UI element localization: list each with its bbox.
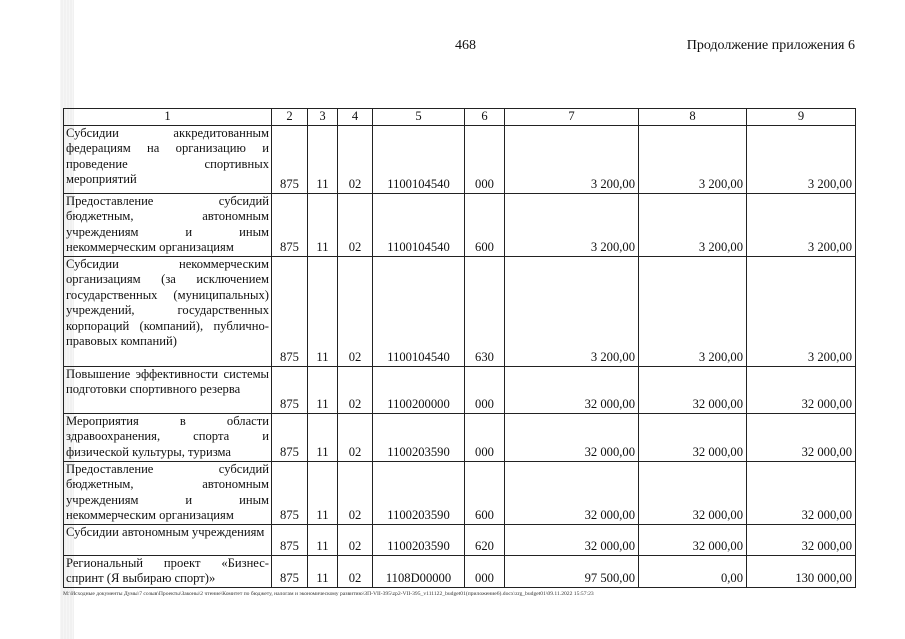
page-number: 468 (455, 38, 476, 53)
section-cell: 11 (308, 413, 338, 461)
amount-cell: 32 000,00 (747, 366, 856, 413)
amount-cell: 3 200,00 (747, 256, 856, 366)
row-name-cell: Предоставление субсидий бюджетным, автономным учреждениям и иным некоммерческим организациям (64, 461, 272, 524)
column-header: 7 (505, 109, 639, 126)
section-cell: 11 (308, 366, 338, 413)
subsection-cell: 02 (338, 256, 373, 366)
column-header: 9 (747, 109, 856, 126)
subsection-cell: 02 (338, 555, 373, 587)
amount-cell: 3 200,00 (639, 193, 747, 256)
amount-cell: 3 200,00 (639, 256, 747, 366)
expense-type-cell: 600 (465, 461, 505, 524)
column-header: 1 (64, 109, 272, 126)
column-header: 3 (308, 109, 338, 126)
amount-cell: 32 000,00 (747, 461, 856, 524)
amount-cell: 3 200,00 (747, 193, 856, 256)
table-header-row (64, 109, 856, 126)
target-article-cell: 1100104540 (373, 193, 465, 256)
section-cell: 11 (308, 461, 338, 524)
amount-cell: 32 000,00 (747, 524, 856, 555)
target-article-cell: 1100203590 (373, 413, 465, 461)
amount-cell: 3 200,00 (505, 256, 639, 366)
target-article-cell: 1100203590 (373, 461, 465, 524)
subsection-cell: 02 (338, 366, 373, 413)
amount-cell: 130 000,00 (747, 555, 856, 587)
column-header: 4 (338, 109, 373, 126)
admin-code-cell: 875 (272, 125, 308, 193)
amount-cell: 32 000,00 (505, 524, 639, 555)
table-row (64, 256, 856, 366)
column-header: 2 (272, 109, 308, 126)
appendix-continuation-label: Продолжение приложения 6 (686, 38, 855, 53)
amount-cell: 3 200,00 (747, 125, 856, 193)
column-header: 8 (639, 109, 747, 126)
column-header: 6 (465, 109, 505, 126)
expense-type-cell: 600 (465, 193, 505, 256)
row-name-cell: Субсидии аккредитованным федерациям на организацию и проведение спортивных мероприятий (64, 125, 272, 193)
subsection-cell: 02 (338, 125, 373, 193)
admin-code-cell: 875 (272, 461, 308, 524)
target-article-cell: 1100200000 (373, 366, 465, 413)
admin-code-cell: 875 (272, 193, 308, 256)
table-row (64, 125, 856, 193)
amount-cell: 32 000,00 (639, 524, 747, 555)
expense-type-cell: 620 (465, 524, 505, 555)
table-row (64, 524, 856, 555)
expense-type-cell: 000 (465, 555, 505, 587)
amount-cell: 97 500,00 (505, 555, 639, 587)
section-cell: 11 (308, 555, 338, 587)
subsection-cell: 02 (338, 413, 373, 461)
amount-cell: 3 200,00 (505, 125, 639, 193)
admin-code-cell: 875 (272, 555, 308, 587)
amount-cell: 32 000,00 (639, 461, 747, 524)
amount-cell: 3 200,00 (505, 193, 639, 256)
amount-cell: 32 000,00 (505, 413, 639, 461)
section-cell: 11 (308, 256, 338, 366)
row-name-cell: Мероприятия в области здравоохранения, спорта и физической культуры, туризма (64, 413, 272, 461)
document-path-footer: М:\Исходные документы Думы\7 созыв\Проекты\Законы\2 чтение\Комитет по бюджету, налогам и экономическому развитию\ЗП-VII-395\zp2-VII-395_v111122_budget01(приложение6).docx\zrg_budget01\09.11.2022 15:57:23 (63, 591, 594, 597)
table-row (64, 413, 856, 461)
section-cell: 11 (308, 524, 338, 555)
admin-code-cell: 875 (272, 524, 308, 555)
row-name-cell: Повышение эффективности системы подготовки спортивного резерва (64, 366, 272, 413)
amount-cell: 0,00 (639, 555, 747, 587)
target-article-cell: 1100104540 (373, 125, 465, 193)
column-header: 5 (373, 109, 465, 126)
row-name-cell: Предоставление субсидий бюджетным, автономным учреждениям и иным некоммерческим организациям (64, 193, 272, 256)
amount-cell: 32 000,00 (639, 413, 747, 461)
row-name-cell: Субсидии некоммерческим организациям (за исключением государственных (муниципальных) учреждений, государственных корпораций (компаний), публично-правовых компаний) (64, 256, 272, 366)
section-cell: 11 (308, 125, 338, 193)
expense-type-cell: 630 (465, 256, 505, 366)
amount-cell: 32 000,00 (639, 366, 747, 413)
table-row (64, 555, 856, 587)
table-row (64, 193, 856, 256)
target-article-cell: 1108D00000 (373, 555, 465, 587)
amount-cell: 3 200,00 (639, 125, 747, 193)
amount-cell: 32 000,00 (747, 413, 856, 461)
row-name-cell: Субсидии автономным учреждениям (64, 524, 272, 555)
subsection-cell: 02 (338, 193, 373, 256)
admin-code-cell: 875 (272, 366, 308, 413)
target-article-cell: 1100104540 (373, 256, 465, 366)
expense-type-cell: 000 (465, 125, 505, 193)
subsection-cell: 02 (338, 461, 373, 524)
expense-type-cell: 000 (465, 366, 505, 413)
amount-cell: 32 000,00 (505, 366, 639, 413)
amount-cell: 32 000,00 (505, 461, 639, 524)
table-row (64, 366, 856, 413)
target-article-cell: 1100203590 (373, 524, 465, 555)
table-row (64, 461, 856, 524)
subsection-cell: 02 (338, 524, 373, 555)
admin-code-cell: 875 (272, 256, 308, 366)
section-cell: 11 (308, 193, 338, 256)
row-name-cell: Региональный проект «Бизнес-спринт (Я выбираю спорт)» (64, 555, 272, 587)
budget-table (63, 108, 856, 588)
expense-type-cell: 000 (465, 413, 505, 461)
admin-code-cell: 875 (272, 413, 308, 461)
